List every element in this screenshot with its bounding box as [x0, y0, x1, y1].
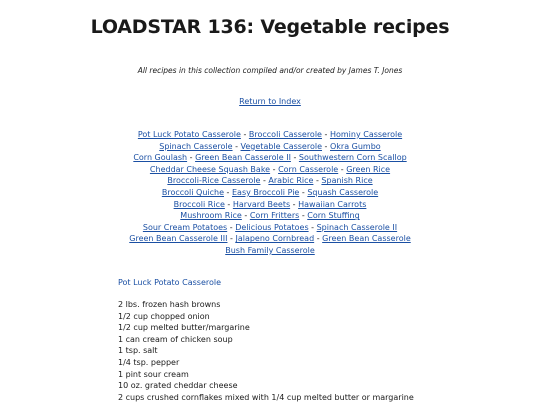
index-line — [0, 129, 540, 141]
return-row — [0, 97, 540, 106]
ingredient-item: 1/2 cup melted butter/margarine — [118, 323, 250, 333]
index-line — [0, 210, 540, 222]
ingredient-item: 1 pint sour cream — [118, 369, 189, 379]
recipe-link[interactable]: Harvard Beets — [232, 199, 291, 209]
recipe-link[interactable]: Easy Broccoli Pie — [231, 187, 300, 197]
recipe-link[interactable]: Spinach Casserole II — [316, 222, 398, 232]
index-line — [0, 175, 540, 187]
index-separator: - — [227, 234, 236, 244]
recipe-link[interactable]: Pot Luck Potato Casserole — [137, 130, 241, 139]
recipe-link[interactable]: Arabic Rice — [268, 176, 314, 186]
index-line — [0, 233, 540, 245]
recipe-link[interactable]: Spinach Casserole — [159, 141, 233, 151]
recipe-link[interactable]: Bush Family Casserole — [225, 245, 315, 255]
recipe-link[interactable]: Corn Casserole — [278, 164, 339, 174]
index-separator: - — [241, 211, 250, 221]
recipe-link[interactable]: Broccoli Quiche — [161, 187, 224, 197]
ingredient-list — [118, 299, 414, 403]
index-line — [0, 152, 540, 164]
index-separator: - — [290, 153, 299, 163]
index-line — [0, 199, 540, 211]
recipe-link[interactable]: Broccoli Casserole — [248, 130, 322, 139]
recipe-link[interactable]: Southwestern Corn Scallop — [298, 153, 407, 163]
index-separator: - — [308, 222, 317, 232]
byline: All recipes in this collection compiled and/or created by James T. Jones — [137, 66, 403, 75]
recipe-link[interactable]: Okra Gumbo — [330, 141, 381, 151]
index-separator: - — [260, 176, 269, 186]
index-separator: - — [321, 130, 330, 139]
return-to-index-link[interactable]: Return to Index — [239, 97, 301, 106]
recipe-link[interactable]: Jalapeno Cornbread — [235, 234, 315, 244]
recipe-link[interactable]: Sour Cream Potatoes — [142, 222, 228, 232]
index-line — [0, 245, 540, 257]
recipe-link[interactable]: Cheddar Cheese Squash Bake — [149, 164, 271, 174]
ingredient-item: 1/2 cup chopped onion — [118, 311, 210, 321]
ingredient-item: 1 can cream of chicken soup — [118, 334, 233, 344]
ingredient-item: 2 cups crushed cornflakes mixed with 1/4 cup melted butter or margarine — [118, 392, 414, 402]
recipe-index — [0, 129, 540, 257]
index-separator: - — [290, 199, 299, 209]
index-separator: - — [322, 141, 330, 151]
ingredient-item: 2 lbs. frozen hash browns — [118, 300, 221, 309]
index-separator: - — [299, 211, 308, 221]
index-separator: - — [224, 187, 232, 197]
index-separator: - — [299, 187, 308, 197]
recipe-link[interactable]: Green Bean Casserole — [322, 234, 411, 244]
index-line — [0, 141, 540, 153]
index-separator: - — [313, 176, 322, 186]
ingredient-item: 1/4 tsp. pepper — [118, 357, 180, 367]
index-separator: - — [240, 130, 249, 139]
index-separator: - — [187, 153, 196, 163]
index-separator: - — [227, 222, 236, 232]
index-line — [0, 164, 540, 176]
index-separator: - — [338, 164, 347, 174]
recipe-link[interactable]: Green Bean Casserole III — [129, 234, 228, 244]
recipe-link[interactable]: Hominy Casserole — [329, 130, 403, 139]
index-line — [0, 222, 540, 234]
page-title: LOADSTAR 136: Vegetable recipes — [90, 16, 450, 38]
recipe-link[interactable]: Delicious Potatoes — [235, 222, 309, 232]
index-separator: - — [224, 199, 233, 209]
index-separator: - — [270, 164, 279, 174]
recipe-link[interactable]: Broccoli Rice — [173, 199, 225, 209]
recipe-link[interactable]: Corn Fritters — [249, 211, 300, 221]
index-separator: - — [314, 234, 323, 244]
recipe-section-title: Pot Luck Potato Casserole — [118, 278, 222, 287]
recipe-link[interactable]: Spanish Rice — [321, 176, 373, 186]
recipe-link[interactable]: Mushroom Rice — [180, 211, 242, 221]
index-line — [0, 187, 540, 199]
recipe-link[interactable]: Green Rice — [346, 164, 391, 174]
ingredient-item: 10 oz. grated cheddar cheese — [118, 381, 238, 391]
recipe-link[interactable]: Squash Casserole — [307, 187, 379, 197]
recipe-link[interactable]: Corn Goulash — [133, 153, 188, 163]
index-separator: - — [232, 141, 241, 151]
ingredient-item: 1 tsp. salt — [118, 346, 158, 356]
recipe-link[interactable]: Vegetable Casserole — [240, 141, 323, 151]
recipe-link[interactable]: Green Bean Casserole II — [195, 153, 291, 163]
recipe-link[interactable]: Corn Stuffing — [307, 211, 360, 221]
recipe-link[interactable]: Broccoli-Rice Casserole — [167, 176, 261, 186]
recipe-link[interactable]: Hawaiian Carrots — [298, 199, 367, 209]
